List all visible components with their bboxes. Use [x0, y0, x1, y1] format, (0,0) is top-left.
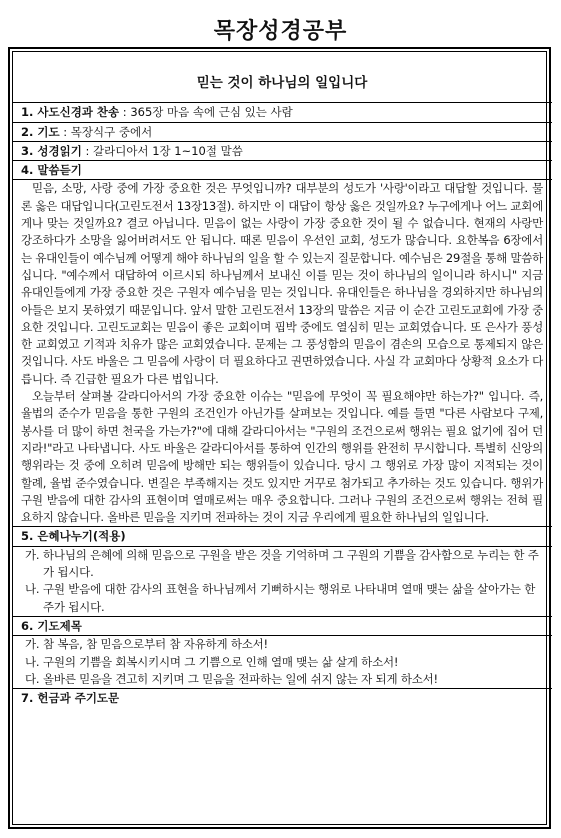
section-value: 목장식구 중에서 [70, 124, 153, 139]
list-item [21, 654, 543, 671]
list-item [21, 671, 543, 688]
message-paragraph: 오늘부터 살펴볼 갈라디아서의 가장 중요한 이슈는 "믿음에 무엇이 꼭 필요해야만 하는가?" 입니다. 즉, 율법의 준수가 믿음을 통한 구원의 조건인가 아닌가를 살펴보는 것입니다. 예를 들면 "다른 사람보다 구제, 봉사를 더 많이 하면 천국을 가는가?"에 대해 갈라디아서는 "구원의 조건으로써 행위는 필요 없기에 집어 던지라!"라고 나타냅니다. 사도 바울은 갈라디아서를 통하여 인간의 행위를 완전히 무시합니다. 특별히 신앙의 행위라는 것 중에 오히려 믿음에 방해만 되는 행위들이 있습니다. 당시 그 행위로 가장 많이 지적되는 것이 할례, 율법 준수였습니다. 변질은 부족해지는 것도 있지만 거꾸로 첨가되고 추가하는 것도 있습니다. 행위가 구원 받음에 대한 감사의 표현이며 열매로써는 매우 중요합니다. 그러나 구원의 조건으로써 행위는 전혀 필요하지 않습니다. 올바른 믿음을 지키며 전파하는 것이 지금 우리에게 필요한 하나님의 일입니다. [21, 389, 543, 525]
section-offering-heading: 7. 헌금과 주기도문 [21, 691, 120, 706]
list-item-text: 참 복음, 참 믿음으로부터 참 자유하게 하소서! [43, 637, 268, 652]
page-title: 목장성경공부 [213, 18, 348, 44]
list-item-text: 하나님의 은혜에 의해 믿음으로 구원을 받은 것을 기억하며 그 구원의 기쁨을 감사함으로 누리는 한 주가 됩시다. [43, 547, 539, 580]
list-item-text: 올바른 믿음을 견고히 지키며 그 믿음을 전파하는 일에 쉬지 않는 자 되게 하소서! [43, 671, 438, 686]
section-label: 1. 사도신경과 찬송 [21, 105, 120, 120]
list-marker: 다. [25, 671, 40, 686]
section-application-heading: 5. 은혜나누기(적용) [21, 529, 126, 544]
list-marker: 나. [25, 582, 40, 597]
section-value: 365장 마음 속에 근심 있는 사람 [130, 105, 293, 120]
list-item [21, 581, 543, 616]
list-item [21, 636, 543, 653]
lesson-title: 믿는 것이 하나님의 일입니다 [196, 75, 368, 91]
worksheet-frame [8, 47, 551, 829]
section-separator: : [119, 105, 131, 120]
message-paragraph: 믿음, 소망, 사랑 중에 가장 중요한 것은 무엇입니까? 대부분의 성도가 '사랑'이라고 대답할 것입니다. 물론 옳은 대답입니다(고린도전서 13장13절). 하지만 이 대답이 항상 옳은 것일까요? 누구에게나 어느 교회에게나 맞는 것일까요? 결코 아닙니다. 믿음이 없는 사랑이 가장 중요한 것이 될 수 없습니다. 현재의 사랑만 강조하다가 소망을 잃어버려서도 안 됩니다. 때론 믿음이 우선인 교회, 성도가 많습니다. 요한복음 6장에서는 유대인들이 예수님께 어떻게 해야 하나님의 일을 할 수 있는지 질문합니다. 예수님은 29절을 통해 말씀하십니다. "예수께서 대답하여 이르시되 하나님께서 보내신 이를 믿는 것이 하나님의 일이니라 하시니" 지금 유대인들에게 가장 중요한 것은 구원자 예수님을 믿는 것입니다. 유대인들은 하나님을 경외하지만 하나님의 아들은 보지 못하였기 때문입니다. 앞서 말한 고린도전서 13장의 말씀은 지금 이 순간 고린도교회에 가장 중요한 것입니다. 고린도교회는 믿음이 좋은 교회이며 핍박 중에도 열심히 믿는 교회였습니다. 또 은사가 풍성한 교회였고 기적과 치유가 많은 교회였습니다. 문제는 그 풍성함의 믿음이 겸손의 모습으로 통제되지 않은 것입니다. 사도 바울은 그 믿음에 사랑이 더 필요하다고 권면하였습니다. 사실 각 교회마다 상황적 요소가 다릅니다. 즉 긴급한 필요가 다른 법입니다. [21, 181, 543, 386]
list-marker: 나. [25, 654, 40, 669]
worksheet-content [21, 73, 543, 707]
section-prayer [21, 123, 543, 141]
list-item-text: 구원 받음에 대한 감사의 표현을 하나님께서 기뻐하시는 행위로 나타내며 열매 맺는 삶을 살아가는 한 주가 됩시다. [43, 582, 536, 614]
section-message-heading: 4. 말씀듣기 [21, 163, 82, 178]
section-value: 갈라디아서 1장 1~10절 말씀 [93, 143, 243, 158]
section-reading [21, 142, 543, 160]
list-marker: 가. [25, 547, 40, 562]
list-item-text: 구원의 기쁨을 회복시키시며 그 기쁨으로 인해 열매 맺는 삶 살게 하소서! [43, 654, 399, 669]
list-item [21, 547, 543, 582]
list-marker: 가. [25, 637, 40, 652]
section-label: 2. 기도 [21, 124, 60, 139]
section-prayer-requests-heading: 6. 기도제목 [21, 618, 82, 633]
section-separator: : [59, 124, 71, 139]
section-separator: : [81, 143, 93, 158]
section-label: 3. 성경읽기 [21, 143, 82, 158]
section-hymn [21, 103, 543, 121]
